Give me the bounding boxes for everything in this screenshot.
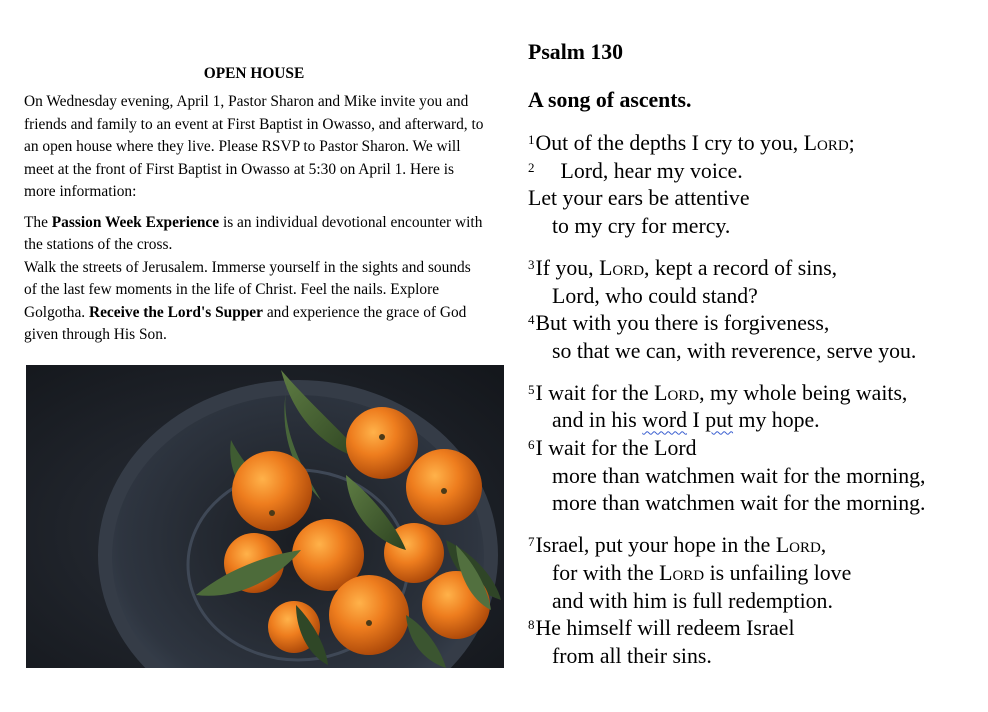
lords-supper-emphasis: Receive the Lord's Supper xyxy=(88,303,263,321)
lord-smallcaps: Lord xyxy=(775,533,821,558)
verse-number: 8 xyxy=(528,617,535,633)
verse-text: I wait for the Lord xyxy=(535,436,697,461)
stem xyxy=(441,488,447,494)
verse-line: more than watchmen wait for the morning. xyxy=(552,491,926,516)
tangerine xyxy=(346,407,418,479)
tangerine xyxy=(232,451,312,531)
verse-line xyxy=(528,435,978,463)
passion-prefix: The xyxy=(24,213,52,231)
lord-smallcaps: Lord xyxy=(654,380,700,405)
verse-text: and in his xyxy=(552,408,643,433)
verse-number: 6 xyxy=(528,437,535,453)
tangerine xyxy=(406,449,482,525)
verse-number: 3 xyxy=(528,256,535,272)
open-house-heading: OPEN HOUSE xyxy=(203,65,305,82)
verse-line xyxy=(528,158,978,186)
stanza-2 xyxy=(528,255,978,366)
stanza-1 xyxy=(528,130,978,241)
verse-line: Lord, who could stand? xyxy=(552,283,758,308)
open-house-intro: On Wednesday evening, April 1, Pastor Sharon and Mike invite you and friends and family to an event at First Baptist in Owasso, and afterward, to an open house where they live. Please RSVP to Pastor Sharon. We will meet at the front of First Baptist in Owasso at 5:30 on April 1. Here is more information: xyxy=(24,93,484,200)
lord-smallcaps: Lord xyxy=(803,131,849,155)
stanza-4 xyxy=(528,532,978,671)
spellcheck-word[interactable]: put xyxy=(705,408,734,433)
verse-line xyxy=(528,615,978,643)
verse-number: 1 xyxy=(528,132,535,147)
verse-text: Out of the depths I cry to you, xyxy=(535,131,804,155)
verse-line xyxy=(528,407,978,435)
verse-line xyxy=(528,255,978,283)
stem xyxy=(269,510,275,516)
walk-text: Walk the streets of Jerusalem. Immerse yourself in the sights and sounds of the last few moments in the life of Christ. Feel the nails. Explore Golgotha. xyxy=(24,258,471,321)
verse-number: 4 xyxy=(528,312,535,328)
psalm-subtitle: A song of ascents. xyxy=(528,88,692,112)
verse-line xyxy=(528,560,978,588)
verse-line: to my cry for mercy. xyxy=(552,214,731,239)
verse-line: so that we can, with reverence, serve you. xyxy=(552,338,917,363)
verse-line: Let your ears be attentive xyxy=(528,186,750,211)
spellcheck-word[interactable]: word xyxy=(642,408,688,433)
verse-number: 2 xyxy=(528,159,535,175)
verse-line: from all their sins. xyxy=(552,643,712,668)
passion-week-paragraph xyxy=(24,212,484,257)
verse-text: , xyxy=(820,533,827,558)
verse-number: 7 xyxy=(528,534,535,550)
verse-text: ; xyxy=(848,131,855,155)
verse-text: If you, xyxy=(535,255,600,280)
verse-text: for with the xyxy=(552,560,660,585)
stem xyxy=(379,434,385,440)
verse-line xyxy=(528,380,978,408)
psalm-section xyxy=(528,36,978,671)
stem xyxy=(366,620,372,626)
stanza-3 xyxy=(528,380,978,519)
verse-text: is unfailing love xyxy=(704,560,852,585)
walk-end: and experience the grace of God given through His Son. xyxy=(24,303,467,343)
tangerine xyxy=(329,575,409,655)
verse-line: more than watchmen wait for the morning, xyxy=(552,463,926,488)
verse-text: I wait for the xyxy=(535,380,655,405)
tangerines-illustration xyxy=(26,365,504,668)
passion-description: is an individual devotional encounter with the stations of the cross. xyxy=(24,213,483,253)
verse-text: Lord, hear my voice. xyxy=(560,158,743,183)
verse-text: But with you there is forgiveness, xyxy=(535,311,830,336)
psalm-title: Psalm 130 xyxy=(528,40,624,64)
lord-smallcaps: Lord xyxy=(599,255,645,280)
verse-line: and with him is full redemption. xyxy=(552,588,833,613)
open-house-section xyxy=(24,63,484,347)
lord-smallcaps: Lord xyxy=(659,560,705,585)
verse-text: , kept a record of sins, xyxy=(644,255,838,280)
verse-text: Israel, put your hope in the xyxy=(535,533,776,558)
verse-text: I xyxy=(687,408,706,433)
verse-line xyxy=(528,130,978,158)
walk-paragraph xyxy=(24,257,484,347)
verse-text: , my whole being waits, xyxy=(699,380,908,405)
verse-text: He himself will redeem Israel xyxy=(535,616,795,641)
verse-number: 5 xyxy=(528,381,535,397)
passion-week-title: Passion Week Experience xyxy=(51,213,220,231)
verse-line xyxy=(528,310,978,338)
verse-text: my hope. xyxy=(733,408,820,433)
tangerines-photo xyxy=(26,365,504,668)
verse-line xyxy=(528,532,978,560)
